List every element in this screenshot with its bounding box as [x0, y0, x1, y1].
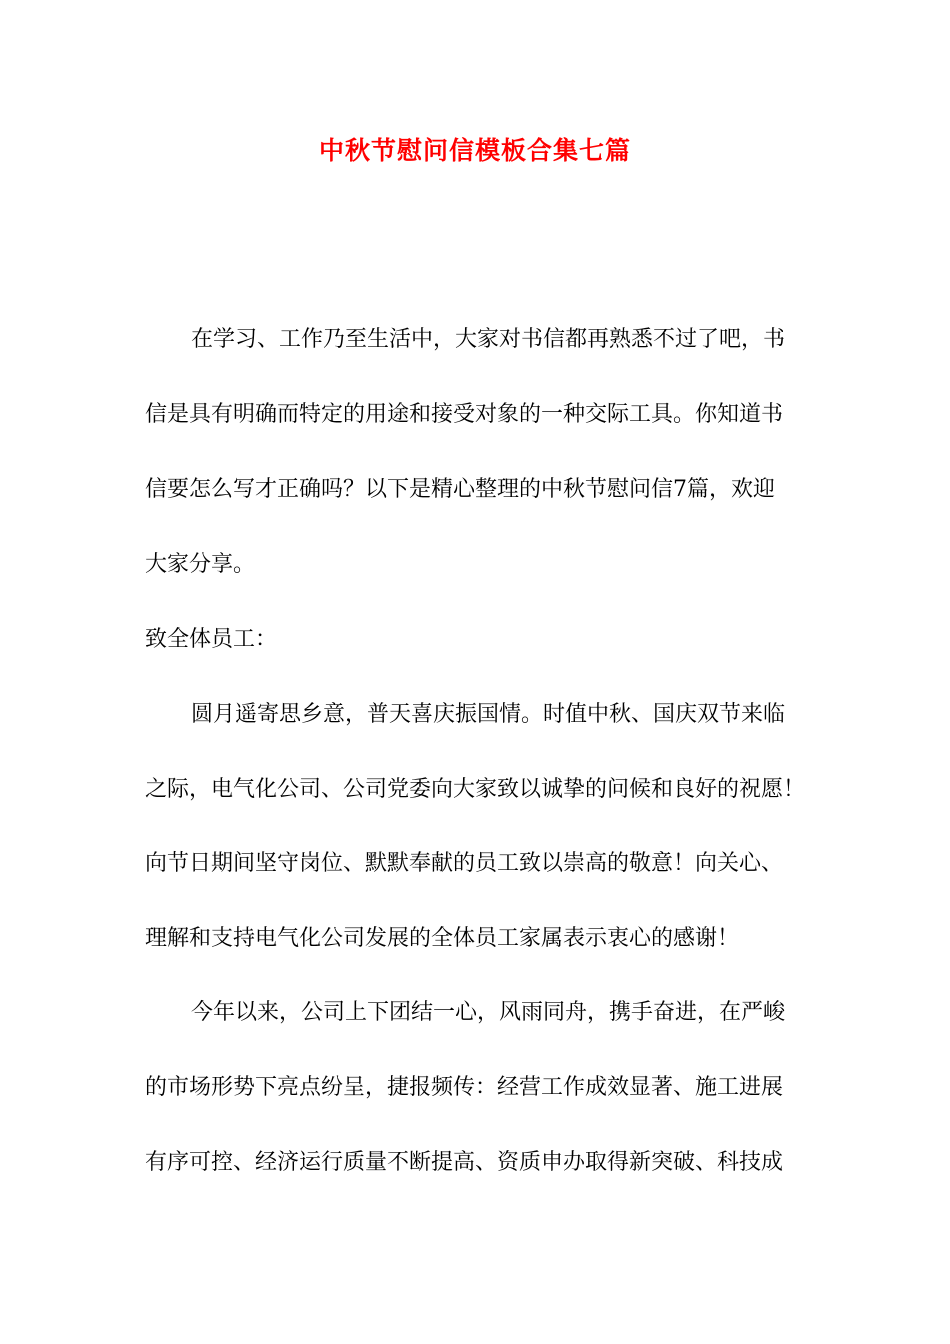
paragraph-line: 的市场形势下亮点纷呈，捷报频传：经营工作成效显著、施工进展 [145, 1075, 784, 1100]
paragraph-line: 信要怎么写才正确吗？以下是精心整理的中秋节慰问信7篇，欢迎 [145, 477, 775, 502]
paragraph-line: 信是具有明确而特定的用途和接受对象的一种交际工具。你知道书 [145, 402, 784, 427]
paragraph-line: 大家分享。 [145, 552, 256, 577]
paragraph-line: 理解和支持电气化公司发展的全体员工家属表示衷心的感谢！ [145, 926, 740, 951]
document-title: 中秋节慰问信模板合集七篇 [318, 136, 631, 165]
paragraph-line: 向节日期间坚守岗位、默默奉献的员工致以崇高的敬意！向关心、 [145, 851, 784, 876]
paragraph-line: 今年以来，公司上下团结一心，风雨同舟，携手奋进，在严峻 [191, 1000, 786, 1025]
paragraph-line: 在学习、工作乃至生活中，大家对书信都再熟悉不过了吧，书 [191, 327, 786, 352]
paragraph-line: 有序可控、经济运行质量不断提高、资质申办取得新突破、科技成 [145, 1150, 784, 1175]
paragraph-line: 圆月遥寄思乡意，普天喜庆振国情。时值中秋、国庆双节来临 [191, 702, 786, 727]
salutation: 致全体员工： [145, 627, 278, 652]
paragraph-line: 之际，电气化公司、公司党委向大家致以诚挚的问候和良好的祝愿！ [145, 777, 806, 802]
